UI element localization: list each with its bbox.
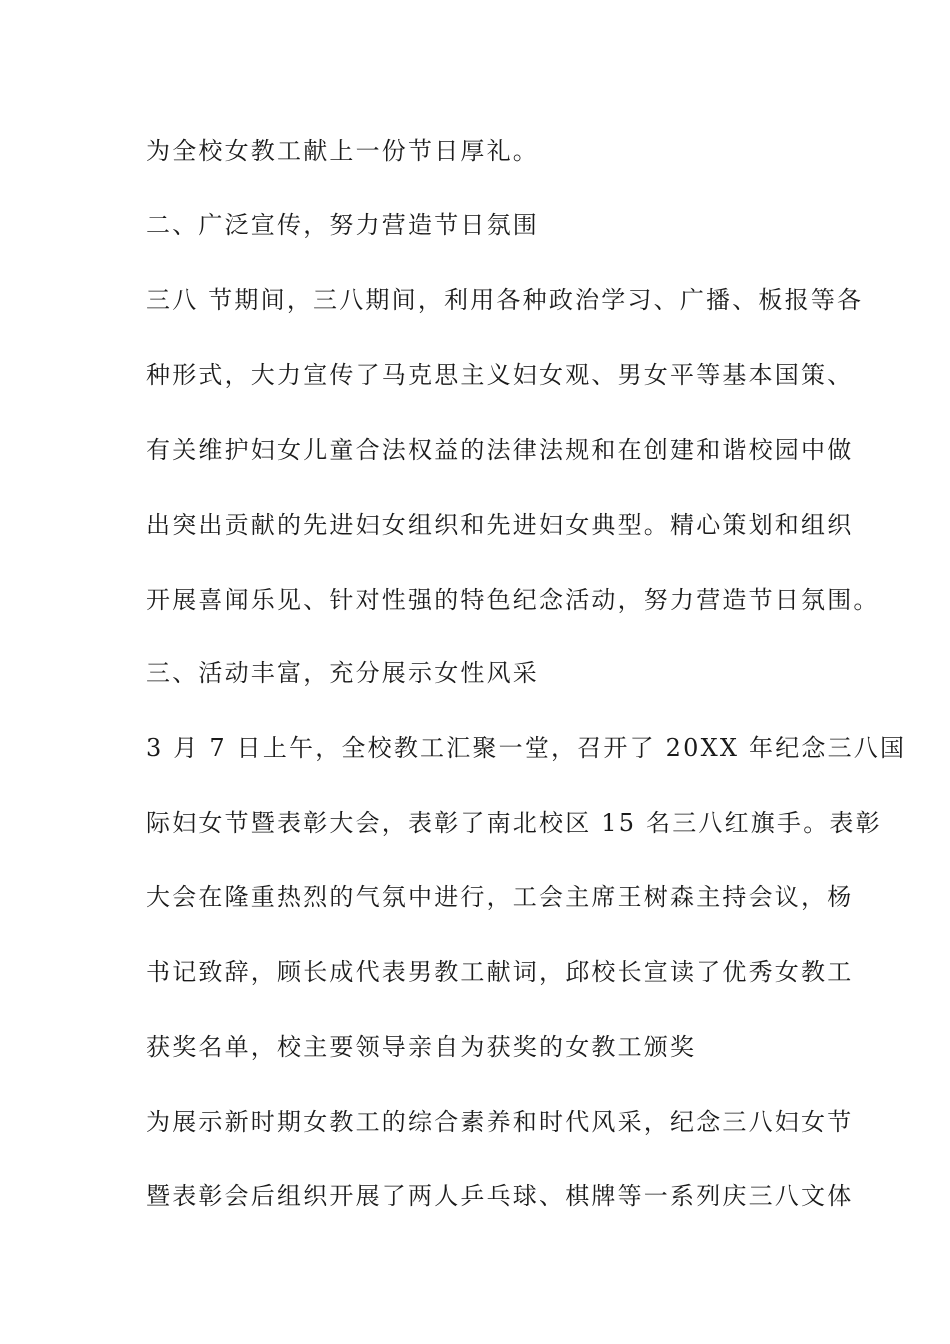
- paragraph-line: 际妇女节暨表彰大会，表彰了南北校区 15 名三八红旗手。表彰: [146, 809, 882, 837]
- paragraph-line: 暨表彰会后组织开展了两人乒乓球、棋牌等一系列庆三八文体: [146, 1182, 854, 1210]
- paragraph-line: 三八 节期间，三八期间，利用各种政治学习、广播、板报等各: [146, 286, 864, 314]
- paragraph-line: 书记致辞，顾长成代表男教工献词，邱校长宣读了优秀女教工: [146, 958, 854, 986]
- section-heading: 二、广泛宣传，努力营造节日氛围: [146, 211, 539, 239]
- paragraph-line: 种形式，大力宣传了马克思主义妇女观、男女平等基本国策、: [146, 361, 854, 389]
- section-heading: 三、活动丰富，充分展示女性风采: [146, 659, 539, 687]
- paragraph-line: 大会在隆重热烈的气氛中进行，工会主席王树森主持会议，杨: [146, 883, 854, 911]
- paragraph-line: 获奖名单，校主要领导亲自为获奖的女教工颁奖: [146, 1033, 697, 1061]
- paragraph-line: 为全校女教工献上一份节日厚礼。: [146, 137, 539, 165]
- paragraph-line: 3 月 7 日上午，全校教工汇聚一堂，召开了 20XX 年纪念三八国: [146, 734, 907, 762]
- paragraph-line: 有关维护妇女儿童合法权益的法律法规和在创建和谐校园中做: [146, 436, 854, 464]
- paragraph-line: 出突出贡献的先进妇女组织和先进妇女典型。精心策划和组织: [146, 511, 854, 539]
- paragraph-line: 开展喜闻乐见、针对性强的特色纪念活动，努力营造节日氛围。: [146, 586, 880, 614]
- paragraph-line: 为展示新时期女教工的综合素养和时代风采，纪念三八妇女节: [146, 1108, 854, 1136]
